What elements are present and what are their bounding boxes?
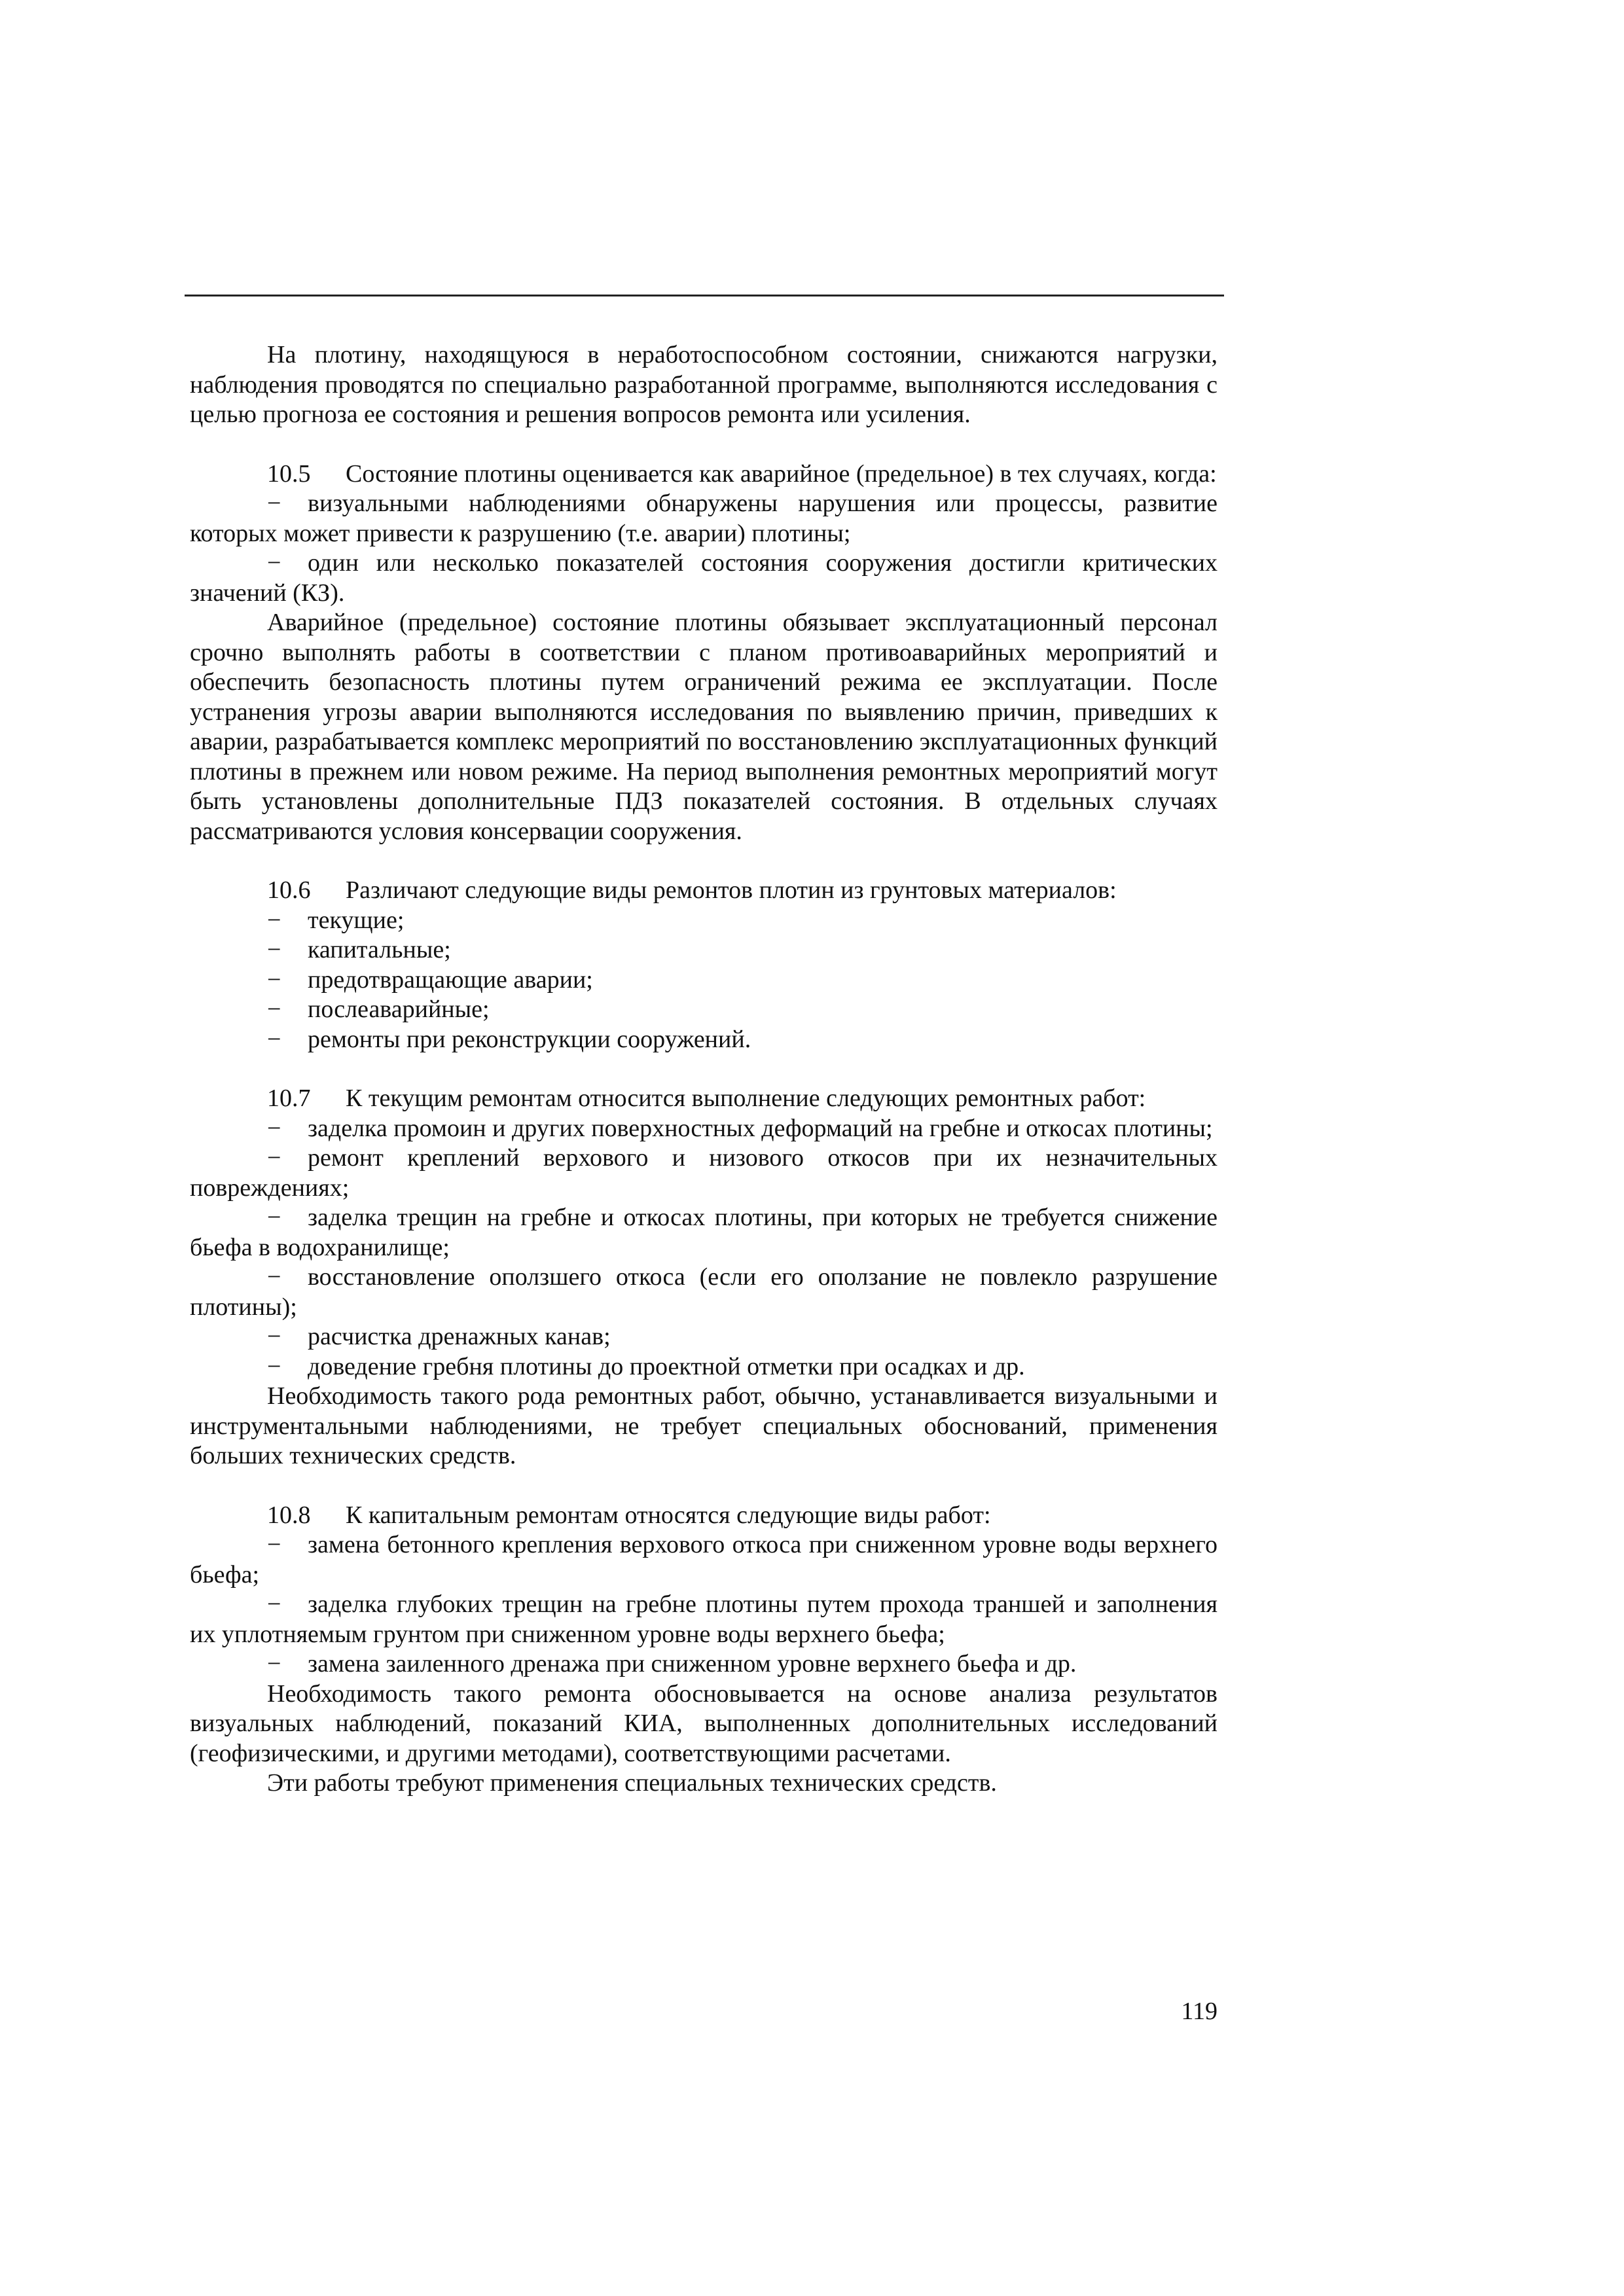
dash-marker: − — [267, 1025, 281, 1053]
list-item: − предотвращающие аварии; — [190, 965, 1218, 996]
clause-10-6 — [190, 876, 1218, 906]
list-item: − визуальными наблюдениями обнаружены нарушения или процессы, развитие которых может привести к разрушению (т.е. аварии) плотины; — [190, 490, 1218, 547]
list-item: − текущие; — [190, 906, 1218, 936]
dash-marker: − — [267, 965, 281, 994]
clause-number: 10.7 — [267, 1085, 311, 1112]
clause-10-8-paragraph-2: Эти работы требуют применения специальных технических средств. — [267, 1769, 997, 1797]
page-body — [190, 340, 1218, 1799]
header-rule — [185, 295, 1224, 296]
list-item: − ремонты при реконструкции сооружений. — [190, 1025, 1218, 1055]
dash-marker: − — [267, 996, 281, 1023]
list-item: − восстановление оползшего откоса (если его оползание не повлекло разрушение плотины); — [190, 1263, 1218, 1321]
clause-number: 10.6 — [267, 876, 311, 904]
dash-marker: − — [267, 1263, 281, 1291]
list-item: − послеаварийные; — [190, 995, 1218, 1025]
dash-marker: − — [267, 1204, 281, 1231]
dash-marker: − — [267, 1590, 281, 1618]
clause-lead: Различают следующие виды ремонтов плотин из грунтовых материалов: — [346, 876, 1117, 904]
dash-marker: − — [267, 1650, 281, 1677]
clause-10-8 — [190, 1501, 1218, 1531]
clause-lead: К капитальным ремонтам относятся следующие виды работ: — [346, 1501, 991, 1529]
list-item: − доведение гребня плотины до проектной отметки при осадках и др. — [190, 1352, 1218, 1382]
clause-10-5-paragraph: Аварийное (предельное) состояние плотины обязывает эксплуатационный персонал срочно выполнять работы в соответствии с планом противоаварийных мероприятий и обеспечить безопасность плотины путем ограничений режима ее эксплуатации. После устранения угрозы аварии выполняются исследования по выявлению причин, приведших к аварии, разрабатывается комплекс мероприятий по восстановлению эксплуатационных функций плотины в прежнем или новом режиме. На период выполнения ремонтных мероприятий могут быть установлены дополнительные ПДЗ показателей состояния. В отдельных случаях рассматриваются условия консервации сооружения. — [190, 609, 1218, 845]
clause-10-7 — [190, 1084, 1218, 1114]
dash-marker: − — [267, 549, 281, 577]
dash-marker: − — [267, 490, 281, 517]
clause-10-8-paragraph-1: Необходимость такого ремонта обосновывается на основе анализа результатов визуальных наблюдений, показаний КИА, выполненных дополнительных исследований (геофизическими, и другими методами), соответствующими расчетами. — [190, 1679, 1218, 1767]
dash-marker: − — [267, 1323, 281, 1350]
list-item: − заделка промоин и других поверхностных деформаций на гребне и откосах плотины; — [190, 1114, 1218, 1144]
list-item: − заделка трещин на гребне и откосах плотины, при которых не требуется снижение бьефа в водохранилище; — [190, 1204, 1218, 1261]
clause-number: 10.5 — [267, 459, 311, 488]
list-item: − расчистка дренажных канав; — [190, 1322, 1218, 1352]
list-item: − заделка глубоких трещин на гребне плотины путем прохода траншей и заполнения их уплотняемым грунтом при сниженном уровне воды верхнего бьефа; — [190, 1590, 1218, 1648]
clause-lead: К текущим ремонтам относится выполнение следующих ремонтных работ: — [346, 1085, 1146, 1112]
list-item: − ремонт креплений верхового и низового откосов при их незначительных повреждениях; — [190, 1144, 1218, 1202]
dash-marker: − — [267, 1114, 281, 1142]
dash-marker: − — [267, 1531, 281, 1558]
page-number: 119 — [1181, 1998, 1218, 2025]
dash-marker: − — [267, 1144, 281, 1172]
clause-number: 10.8 — [267, 1501, 311, 1529]
dash-marker: − — [267, 1352, 281, 1380]
clause-lead: Состояние плотины оценивается как аварийное (предельное) в тех случаях, когда: — [346, 459, 1217, 488]
dash-marker: − — [267, 936, 281, 963]
clause-10-5 — [190, 459, 1218, 490]
clause-10-7-paragraph: Необходимость такого рода ремонтных работ, обычно, устанавливается визуальными и инструментальными наблюдениями, не требует специальных обоснований, применения больших технических средств. — [190, 1382, 1218, 1469]
list-item: − замена заиленного дренажа при сниженном уровне верхнего бьефа и др. — [190, 1649, 1218, 1679]
list-item: − один или несколько показателей состояния сооружения достигли критических значений (КЗ). — [190, 549, 1218, 607]
list-item: − замена бетонного крепления верхового откоса при сниженном уровне воды верхнего бьефа; — [190, 1531, 1218, 1588]
intro-paragraph: На плотину, находящуюся в неработоспособном состоянии, снижаются нагрузки, наблюдения проводятся по специально разработанной программе, выполняются исследования с целью прогноза ее состояния и решения вопросов ремонта или усиления. — [190, 341, 1218, 428]
dash-marker: − — [267, 906, 281, 934]
list-item: − капитальные; — [190, 935, 1218, 965]
